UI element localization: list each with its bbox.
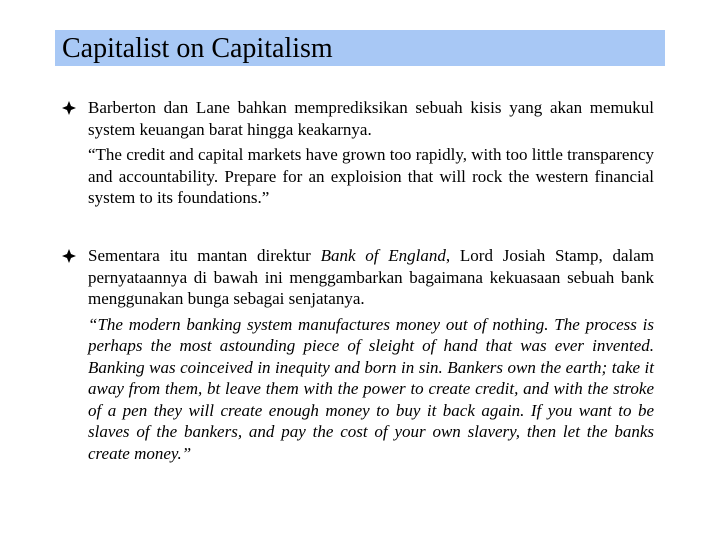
diamond-bullet-icon (62, 249, 76, 263)
quote-text: “The modern banking system manufactures money out of nothing. The process is perhaps the most astounding piece of sleight of hand that was ever invented. Banking was coinceived in inequity and born in sin. Bankers own the earth; take it away from them, bt leave them with the power to create credit, and with the stroke of a pen they will create enough money to buy it back again. If you want to be slaves of the bankers, and pay the cost of your own slavery, then let the banks create money.” (88, 314, 654, 463)
quote-text: “The credit and capital markets have grown too rapidly, with too little transparency and accountability. Prepare for an exploision that will rock the western financial system to its foundations.” (88, 145, 654, 207)
bullet-barberton-lane (62, 97, 654, 209)
bullet-text (88, 245, 654, 310)
slide-title: Capitalist on Capitalism (55, 30, 665, 66)
bullet-text-after: , Lord Josiah Stamp, dalam pernyataannya di bawah ini menggambarkan bagaimana kekuasaan sebuah bank menggunakan bunga sebagai senjatanya. (88, 246, 654, 308)
diamond-bullet-icon (62, 101, 76, 115)
bullet-text: Barberton dan Lane bahkan memprediksikan sebuah kisis yang akan memukul system keuangan barat hingga keakarnya. (88, 98, 654, 139)
bullet-text-before: Sementara itu mantan direktur (88, 246, 321, 265)
bullet-josiah-stamp (62, 245, 654, 464)
bank-of-england-emphasis: Bank of England (320, 246, 446, 265)
